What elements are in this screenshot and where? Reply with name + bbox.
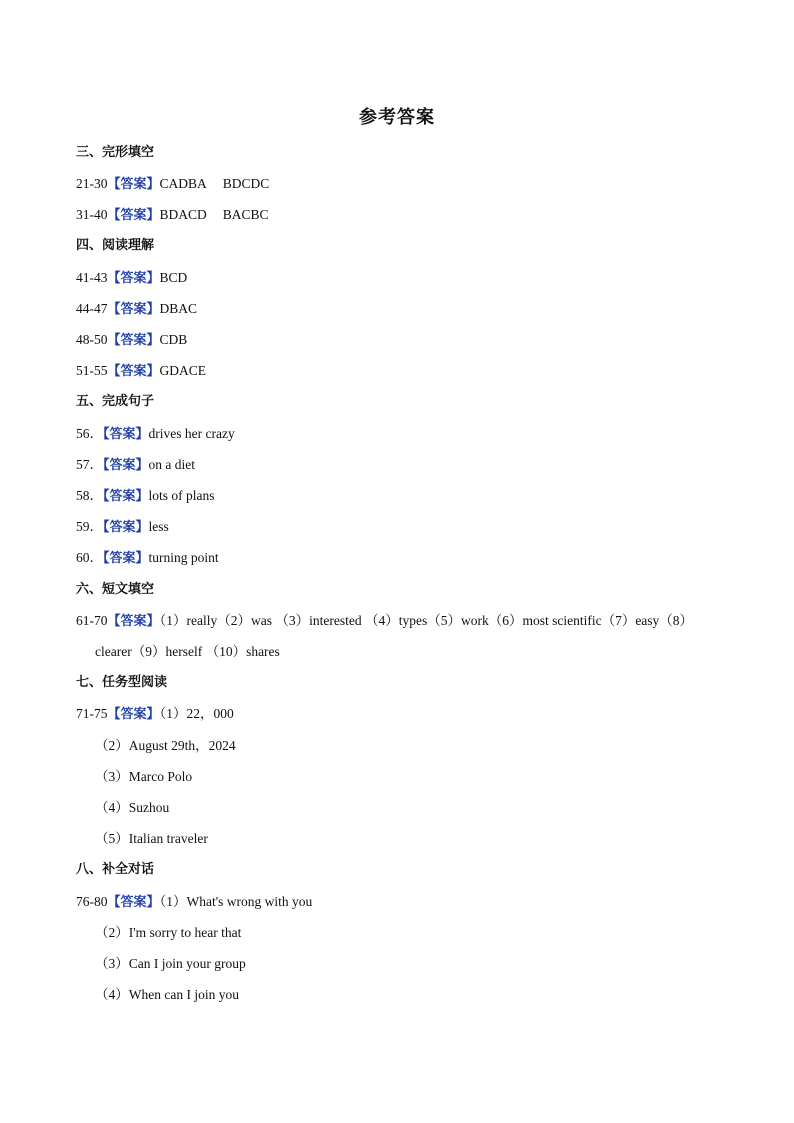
answer-line <box>76 206 269 225</box>
answer-tag: 【答案】 <box>107 177 160 192</box>
section-heading-sentences: 五、完成句子 <box>76 394 155 409</box>
answer-item: （3）Marco Polo <box>95 769 193 784</box>
answer-text: CDB <box>159 332 188 347</box>
section-heading-dialog: 八、补全对话 <box>76 862 155 877</box>
section-heading-passage: 六、短文填空 <box>76 582 155 597</box>
question-range: 51-55 <box>76 363 108 378</box>
answer-line <box>76 487 215 506</box>
answer-text: （1）really（2）was （3）interested （4）types（5）work（6）most scientific（7）easy（8） <box>159 613 694 628</box>
answer-tag: 【答案】 <box>103 520 149 535</box>
answer-line <box>76 269 187 288</box>
question-range: 61-70 <box>76 613 108 628</box>
answer-text: less <box>148 519 169 534</box>
answer-text: BDCDC <box>222 176 270 191</box>
answer-text: turning point <box>148 550 219 565</box>
answer-tag: 【答案】 <box>103 551 149 566</box>
answer-text: BDACD <box>159 207 207 222</box>
question-range: 44-47 <box>76 301 108 316</box>
answer-tag: 【答案】 <box>103 458 149 473</box>
answer-text: GDACE <box>159 363 207 378</box>
answer-tag: 【答案】 <box>107 364 160 379</box>
question-range: 76-80 <box>76 894 108 909</box>
answer-line <box>76 612 693 631</box>
answer-text: lots of plans <box>148 488 215 503</box>
answer-line <box>76 549 219 568</box>
answer-text: BACBC <box>222 207 269 222</box>
page-title: 参考答案 <box>359 107 435 128</box>
question-number: 56． <box>76 426 103 441</box>
answer-line <box>76 518 169 537</box>
answer-line <box>76 425 235 444</box>
section-heading-reading: 四、阅读理解 <box>76 238 155 253</box>
answer-item: （2）August 29th，2024 <box>95 738 236 753</box>
answer-line <box>76 893 312 912</box>
answer-tag: 【答案】 <box>103 427 149 442</box>
question-number: 58． <box>76 488 103 503</box>
question-range: 21-30 <box>76 176 108 191</box>
question-number: 59． <box>76 519 103 534</box>
answer-line <box>76 705 234 724</box>
question-range: 31-40 <box>76 207 108 222</box>
section-heading-task: 七、任务型阅读 <box>76 675 168 690</box>
answer-item: （3）Can I join your group <box>95 956 246 971</box>
answer-line <box>76 331 187 350</box>
answer-item: （4）Suzhou <box>95 800 170 815</box>
answer-tag: 【答案】 <box>107 614 160 629</box>
question-number: 57． <box>76 457 103 472</box>
answer-line <box>76 456 195 475</box>
answer-tag: 【答案】 <box>107 208 160 223</box>
answer-continuation: clearer（9）herself （10）shares <box>95 644 280 659</box>
question-number: 60． <box>76 550 103 565</box>
answer-item: （2）I'm sorry to hear that <box>95 925 242 940</box>
answer-text: （1）22，000 <box>159 706 234 721</box>
question-range: 48-50 <box>76 332 108 347</box>
answer-tag: 【答案】 <box>107 302 160 317</box>
answer-text: drives her crazy <box>148 426 235 441</box>
answer-tag: 【答案】 <box>103 489 149 504</box>
answer-text: on a diet <box>148 457 196 472</box>
answer-line <box>76 175 269 194</box>
section-heading-cloze: 三、完形填空 <box>76 145 155 160</box>
answer-tag: 【答案】 <box>107 707 160 722</box>
answer-line <box>76 362 206 381</box>
answer-item: （4）When can I join you <box>95 987 239 1002</box>
answer-text: CADBA <box>159 176 207 191</box>
answer-text: DBAC <box>159 301 198 316</box>
answer-tag: 【答案】 <box>107 895 160 910</box>
answer-text: BCD <box>159 270 188 285</box>
answer-text: （1）What's wrong with you <box>159 894 313 909</box>
answer-item: （5）Italian traveler <box>95 831 208 846</box>
answer-line <box>76 300 197 319</box>
answer-tag: 【答案】 <box>107 271 160 286</box>
question-range: 71-75 <box>76 706 108 721</box>
answer-tag: 【答案】 <box>107 333 160 348</box>
question-range: 41-43 <box>76 270 108 285</box>
